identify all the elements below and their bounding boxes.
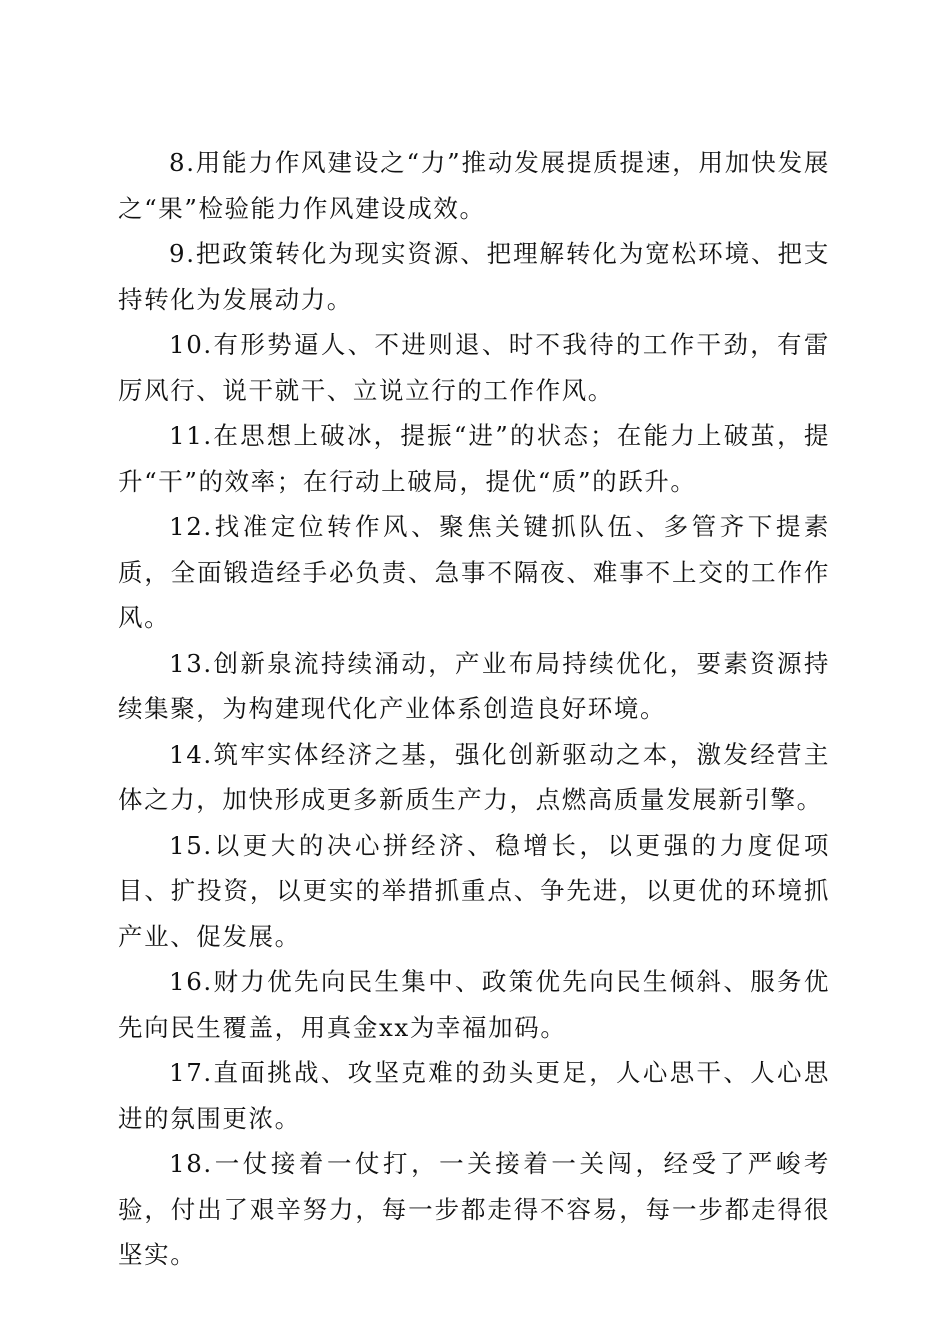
paragraph-9: 9.把政策转化为现实资源、把理解转化为宽松环境、把支持转化为发展动力。 xyxy=(118,239,830,314)
paragraph-16: 16.财力优先向民生集中、政策优先向民生倾斜、服务优先向民生覆盖，用真金xx为幸福加码。 xyxy=(118,967,830,1042)
paragraph-18: 18.一仗接着一仗打，一关接着一关闯，经受了严峻考验，付出了艰辛努力，每一步都走得不容易，每一步都走得很坚实。 xyxy=(118,1149,830,1269)
paragraph-13: 13.创新泉流持续涌动，产业布局持续优化，要素资源持续集聚，为构建现代化产业体系创造良好环境。 xyxy=(118,648,830,723)
document-body xyxy=(118,140,830,1278)
paragraph-12: 12.找准定位转作风、聚焦关键抓队伍、多管齐下提素质，全面锻造经手必负责、急事不隔夜、难事不上交的工作作风。 xyxy=(118,512,830,632)
paragraph-14: 14.筑牢实体经济之基，强化创新驱动之本，激发经营主体之力，加快形成更多新质生产力，点燃高质量发展新引擎。 xyxy=(118,739,830,814)
paragraph-11: 11.在思想上破冰，提振“进”的状态；在能力上破茧，提升“干”的效率；在行动上破局，提优“质”的跃升。 xyxy=(118,421,830,496)
paragraph-8: 8.用能力作风建设之“力”推动发展提质提速，用加快发展之“果”检验能力作风建设成效。 xyxy=(118,148,830,223)
paragraph-15: 15.以更大的决心拼经济、稳增长，以更强的力度促项目、扩投资，以更实的举措抓重点、争先进，以更优的环境抓产业、促发展。 xyxy=(118,830,830,951)
paragraph-10: 10.有形势逼人、不进则退、时不我待的工作干劲，有雷厉风行、说干就干、立说立行的工作作风。 xyxy=(118,330,830,405)
paragraph-17: 17.直面挑战、攻坚克难的劲头更足，人心思干、人心思进的氛围更浓。 xyxy=(118,1058,830,1133)
